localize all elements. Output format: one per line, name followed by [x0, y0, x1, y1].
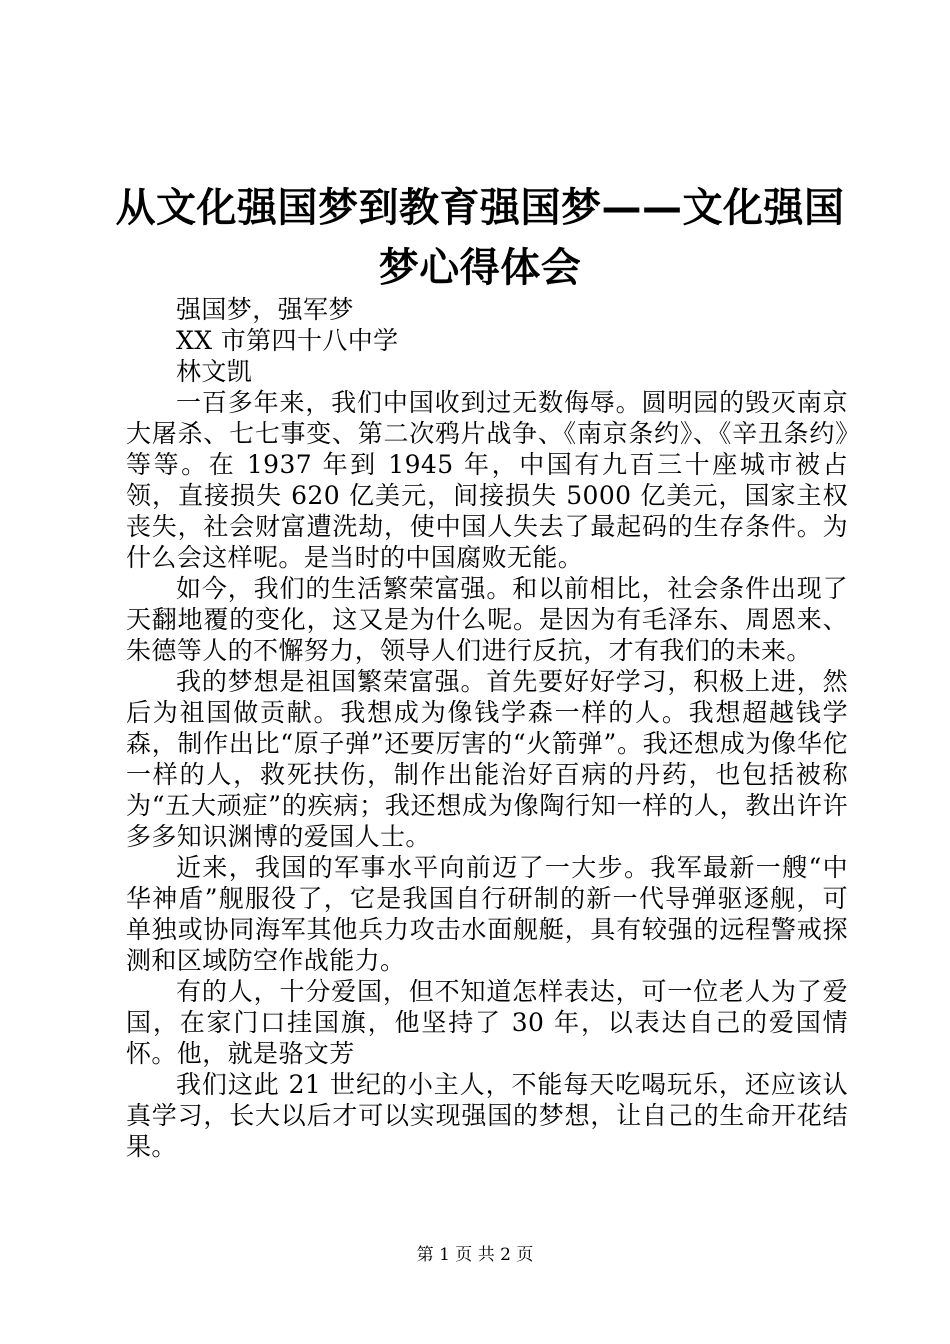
- paragraph: 我的梦想是祖国繁荣富强。首先要好好学习，积极上进，然后为祖国做贡献。我想成为像钱学森一样的人。我想超越钱学森，制作出比“原子弹”还要厉害的“火箭弹”。我还想成为像华佗一样的人，救死扶伤，制作出能治好百病的丹药，也包括被称为“五大顽症”的疾病；我还想成为像陶行知一样的人，教出许许多多知识渊博的爱国人士。: [126, 667, 848, 851]
- page-footer: 第 1 页 共 2 页: [416, 1245, 534, 1265]
- paragraph: 如今，我们的生活繁荣富强。和以前相比，社会条件出现了天翻地覆的变化，这又是为什么呢。是因为有毛泽东、周恩来、朱德等人的不懈努力，领导人们进行反抗，才有我们的未来。: [126, 574, 848, 665]
- document-title: 从文化强国梦到教育强国梦——文化强国梦心得体会: [115, 185, 845, 291]
- paragraph: 近来，我国的军事水平向前迈了一大步。我军最新一艘“中华神盾”舰服役了，它是我国自行研制的新一代导弹驱逐舰，可单独或协同海军其他兵力攻击水面舰艇，具有较强的远程警戒探测和区域防空作战能力。: [126, 853, 848, 975]
- paragraph: 一百多年来，我们中国收到过无数侮辱。圆明园的毁灭南京大屠杀、七七事变、第二次鸦片战争、《南京条约》、《辛丑条约》等等。在 1937 年到 1945 年，中国有九百三十座城市被占领，直接损失 620 亿美元，间接损失 5000 亿美元，国家主权丧失，社会财富遭洗劫，使中国人失去了最起码的生存条件。为什么会这样呢。是当时的中国腐败无能。: [126, 388, 848, 572]
- paragraph: 我们这此 21 世纪的小主人，不能每天吃喝玩乐，还应该认真学习，长大以后才可以实现强国的梦想，让自己的生命开花结果。: [126, 1070, 848, 1161]
- subtitle: 强国梦，强军梦: [176, 295, 354, 324]
- school-name: XX 市第四十八中学: [176, 326, 399, 355]
- document-body: [126, 294, 848, 1162]
- author-name: 林文凯: [176, 357, 253, 386]
- paragraph: 有的人，十分爱国，但不知道怎样表达，可一位老人为了爱国，在家门口挂国旗，他坚持了 30 年，以表达自己的爱国情怀。他，就是骆文芳: [126, 977, 848, 1068]
